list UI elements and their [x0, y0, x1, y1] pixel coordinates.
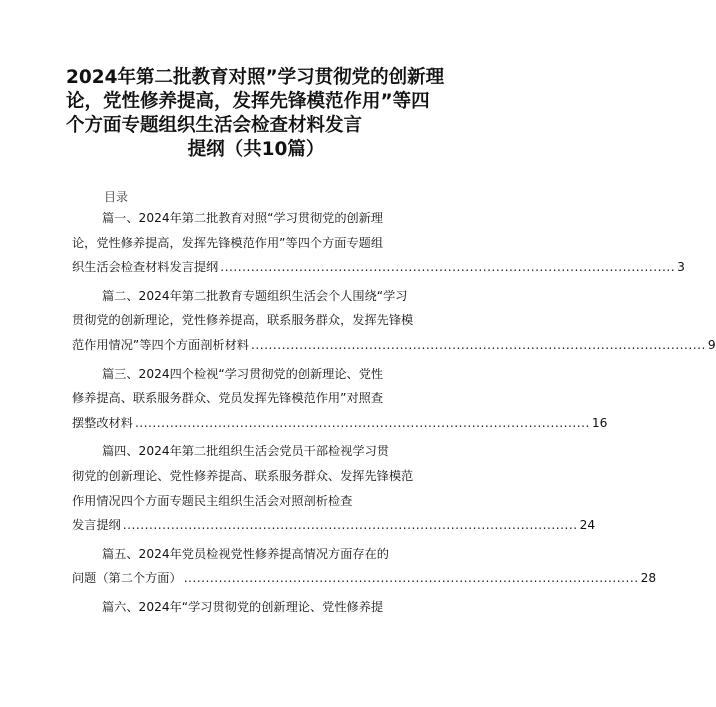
page-number: 24 — [579, 518, 596, 533]
toc-leader-row — [72, 411, 608, 436]
toc-entry-line: 篇一、2024年第二批教育对照“学习贯彻党的创新理 — [102, 211, 384, 225]
toc-entry-line: 篇二、2024年第二批教育专题组织生活会个人围绕“学习 — [102, 288, 408, 303]
toc-leader-row — [72, 513, 596, 538]
toc-entry-line: 篇三、2024四个检视“学习贯彻党的创新理论、党性 — [102, 366, 384, 381]
toc-entry-line: 修养提高、联系服务群众、党员发挥先锋模范作用”对照查 — [72, 391, 384, 406]
toc-leader-row — [72, 255, 685, 280]
toc-entry-line: 篇五、2024年党员检视党性修养提高情况方面存在的 — [102, 546, 389, 561]
toc-leader-row — [72, 333, 716, 358]
toc-entry-line: 问题（第二个方面） — [72, 571, 182, 586]
toc-entry[interactable] — [72, 284, 716, 358]
page-number: 9 — [707, 337, 716, 352]
page-number: 16 — [591, 415, 608, 430]
page-number: 28 — [640, 571, 657, 586]
dot-leader: ........................................................................................................ — [250, 337, 706, 352]
toc-heading: 目录 — [104, 190, 129, 204]
toc-entry-line: 彻党的创新理论、党性修养提高、联系服务群众、发挥先锋模范 — [72, 468, 414, 483]
toc-entry-line: 摆整改材料 — [72, 415, 133, 430]
toc-entry[interactable] — [72, 595, 434, 620]
dot-leader: ........................................................................................................ — [134, 415, 590, 430]
toc-entry[interactable] — [72, 206, 685, 280]
toc-entry-line: 作用情况四个方面专题民主组织生活会对照剖析检查 — [72, 493, 353, 508]
title-line-1: 2024年第二批教育对照”学习贯彻党的创新理 — [66, 67, 445, 88]
toc-entry-line: 篇六、2024年“学习贯彻党的创新理论、党性修养提 — [102, 599, 384, 614]
title-line-3: 个方面专题组织生活会检查材料发言 — [66, 115, 363, 136]
toc-leader-row — [72, 566, 657, 591]
title-line-2: 论，党性修养提高，发挥先锋模范作用”等四 — [66, 91, 430, 112]
page-number: 3 — [677, 260, 685, 275]
toc-entry-line: 篇四、2024年第二批组织生活会党员干部检视学习贯 — [102, 444, 389, 459]
toc-entry[interactable] — [72, 542, 657, 591]
toc-entry[interactable] — [72, 362, 608, 436]
dot-leader: ........................................................................................................ — [183, 571, 639, 586]
toc-entry-line: 论，党性修养提高，发挥先锋模范作用”等四个方面专题组 — [72, 235, 384, 250]
dot-leader: ........................................................................................................ — [220, 260, 676, 275]
document-title — [66, 66, 446, 162]
toc-entry[interactable] — [72, 439, 596, 537]
table-of-contents — [72, 206, 716, 624]
dot-leader: ........................................................................................................ — [122, 518, 578, 533]
title-line-4: 提纲（共10篇） — [187, 139, 325, 160]
toc-entry-line: 范作用情况”等四个方面剖析材料 — [72, 337, 249, 352]
toc-entry-line: 发言提纲 — [72, 518, 121, 533]
toc-entry-line: 贯彻党的创新理论，党性修养提高，联系服务群众，发挥先锋模 — [72, 313, 414, 328]
toc-entry-line: 织生活会检查材料发言提纲 — [72, 260, 219, 275]
